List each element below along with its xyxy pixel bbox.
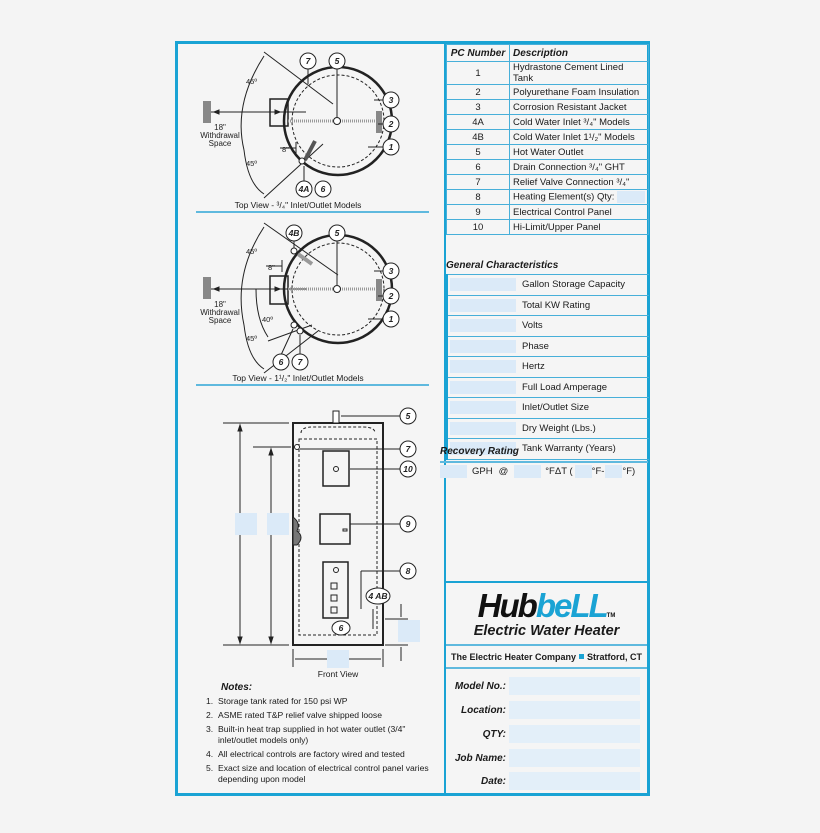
delta-t-field[interactable]	[514, 465, 541, 478]
top-view-1-caption: Top View - ³/₄" Inlet/Outlet Models	[234, 200, 362, 210]
note-item: 5. Exact size and location of electrical control panel varies depending upon model	[206, 763, 429, 784]
svg-text:1: 1	[388, 142, 394, 152]
value-field[interactable]	[447, 418, 518, 439]
svg-text:8: 8	[405, 566, 411, 576]
svg-text:45º: 45º	[246, 247, 258, 256]
svg-text:45º: 45º	[246, 334, 258, 343]
svg-text:Space: Space	[208, 139, 232, 148]
notes-title: Notes:	[221, 682, 253, 693]
divider	[196, 384, 429, 386]
general-characteristics-table	[446, 274, 649, 460]
pc-number-header: PC Number	[447, 45, 510, 62]
top-view-2-caption: Top View - 1¹/₂" Inlet/Outlet Models	[232, 373, 364, 383]
notes-list	[206, 696, 431, 788]
table-row: 4A Cold Water Inlet ³/₄" Models	[447, 115, 649, 130]
table-row: Phase	[447, 336, 649, 357]
table-row: 7 Relief Valve Connection ³/₄"	[447, 175, 649, 190]
svg-text:2: 2	[388, 119, 394, 129]
note-item: 2. ASME rated T&P relief valve shipped loose	[206, 710, 383, 720]
form-row-qty: QTY:	[446, 725, 647, 743]
value-field[interactable]	[447, 295, 518, 316]
table-row: 8 Heating Element(s) Qty:	[447, 190, 649, 205]
form-row-date: Date:	[446, 772, 647, 790]
table-row: Tank Warranty (Years)	[447, 439, 649, 460]
description-header: Description	[510, 45, 649, 62]
svg-text:6: 6	[320, 184, 326, 194]
svg-text:10: 10	[403, 464, 413, 474]
note-item: 1. Storage tank rated for 150 psi WP	[206, 696, 348, 706]
table-row: 9 Electrical Control Panel	[447, 205, 649, 220]
svg-text:3: 3	[388, 95, 394, 105]
table-row: Gallon Storage Capacity	[447, 275, 649, 296]
hubbell-logo: HubbeLLTM	[477, 587, 616, 624]
svg-text:6: 6	[338, 623, 344, 633]
table-row: 1 Hydrastone Cement Lined Tank	[447, 62, 649, 85]
svg-text:3: 3	[388, 266, 394, 276]
table-row: Volts	[447, 316, 649, 337]
value-field[interactable]	[447, 316, 518, 337]
svg-text:Withdrawal: Withdrawal	[200, 308, 240, 317]
date-field[interactable]	[509, 772, 640, 790]
svg-text:18": 18"	[214, 300, 226, 309]
front-view-diagram	[223, 399, 433, 681]
svg-text:1: 1	[388, 314, 394, 324]
value-field[interactable]	[447, 275, 518, 296]
svg-text:5: 5	[405, 411, 411, 421]
svg-text:8": 8"	[268, 263, 275, 272]
table-row: 5 Hot Water Outlet	[447, 145, 649, 160]
table-row: Hertz	[447, 357, 649, 378]
value-field[interactable]	[447, 357, 518, 378]
form-row-location: Location:	[446, 701, 647, 719]
hubbell-title-block	[444, 581, 647, 795]
company-line: The Electric Heater Company Stratford, CT	[446, 644, 647, 669]
qty-field[interactable]	[509, 725, 640, 743]
value-field[interactable]	[447, 398, 518, 419]
svg-text:7: 7	[405, 444, 411, 454]
gph-field[interactable]	[440, 465, 467, 478]
table-row: 4B Cold Water Inlet 1¹/₂" Models	[447, 130, 649, 145]
svg-text:9: 9	[405, 519, 411, 529]
svg-text:4 AB: 4 AB	[368, 591, 388, 601]
svg-text:Withdrawal: Withdrawal	[200, 131, 240, 140]
form-row-model: Model No.:	[446, 677, 647, 695]
front-view-caption: Front View	[317, 669, 359, 679]
svg-text:40º: 40º	[262, 315, 274, 324]
table-row: Dry Weight (Lbs.)	[447, 418, 649, 439]
value-field[interactable]	[447, 336, 518, 357]
temp-from-field[interactable]	[575, 465, 592, 478]
svg-text:4B: 4B	[288, 228, 300, 238]
svg-text:8": 8"	[282, 145, 289, 154]
svg-text:18": 18"	[214, 123, 226, 132]
table-row: 6 Drain Connection ³/₄" GHT	[447, 160, 649, 175]
table-row: 2 Polyurethane Foam Insulation	[447, 85, 649, 100]
location-field[interactable]	[509, 701, 640, 719]
heating-element-qty-field[interactable]	[617, 191, 645, 203]
spec-sheet	[175, 41, 650, 796]
svg-text:2: 2	[388, 291, 394, 301]
divider	[196, 211, 429, 213]
svg-text:Space: Space	[208, 316, 232, 325]
recovery-rating-row: GPH @ °FΔT ( °F- °F)	[440, 465, 635, 478]
svg-text:45º: 45º	[246, 159, 258, 168]
top-view-diagram-1	[178, 44, 440, 214]
svg-text:5: 5	[334, 56, 340, 66]
temp-to-field[interactable]	[605, 465, 622, 478]
svg-text:7: 7	[305, 56, 311, 66]
value-field[interactable]	[447, 377, 518, 398]
job-name-field[interactable]	[509, 749, 640, 767]
bullet-square-icon	[579, 654, 584, 659]
table-row: Full Load Amperage	[447, 377, 649, 398]
recovery-rating-title: Recovery Rating	[440, 446, 519, 457]
note-item: 3. Built-in heat trap supplied in hot water outlet (3/4" inlet/outlet models only)	[206, 724, 406, 745]
svg-text:6: 6	[278, 357, 284, 367]
svg-text:45º: 45º	[246, 77, 258, 86]
table-row: 10 Hi-Limit/Upper Panel	[447, 220, 649, 235]
table-row: Total KW Rating	[447, 295, 649, 316]
model-no-field[interactable]	[509, 677, 640, 695]
table-row: Inlet/Outlet Size	[447, 398, 649, 419]
top-view-diagram-2	[178, 219, 440, 384]
svg-text:5: 5	[334, 228, 340, 238]
svg-text:7: 7	[297, 357, 303, 367]
general-characteristics-title: General Characteristics	[446, 260, 559, 271]
note-item: 4. All electrical controls are factory wired and tested	[206, 749, 405, 759]
form-row-job-name: Job Name:	[446, 749, 647, 767]
pc-number-table	[446, 44, 649, 235]
table-row: 3 Corrosion Resistant Jacket	[447, 100, 649, 115]
product-subtitle: Electric Water Heater	[473, 623, 620, 639]
svg-text:4A: 4A	[298, 184, 310, 194]
divider	[440, 461, 648, 463]
